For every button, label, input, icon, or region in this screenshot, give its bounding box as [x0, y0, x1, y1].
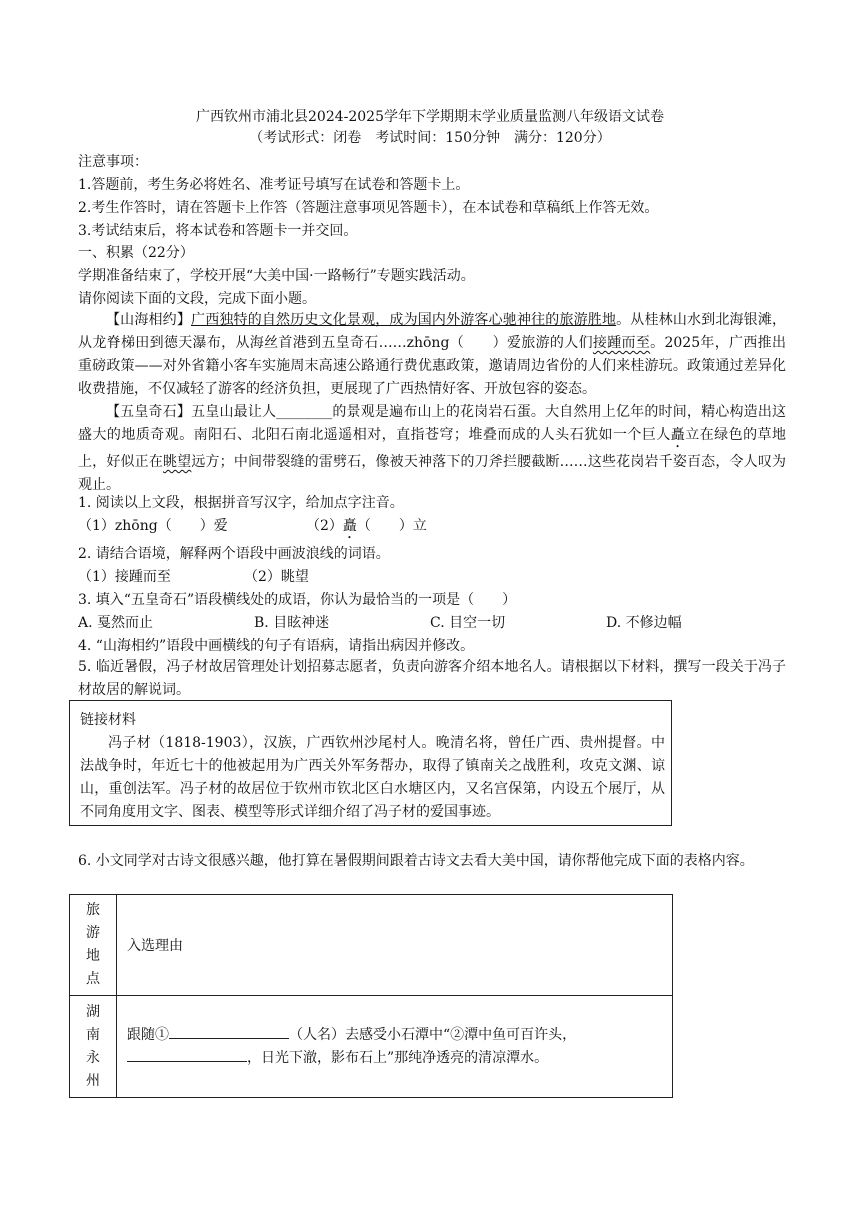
passage-text: 立在绿色的草地上，好似正在	[78, 427, 787, 470]
passage-tag: 【五皇奇石】	[106, 404, 192, 420]
q3-option-a: A. 戛然而止	[78, 615, 154, 631]
table-header-place: 旅游地点	[70, 895, 117, 996]
q2-stem: 2. 请结合语境，解释两个语段中画波浪线的词语。	[78, 546, 390, 562]
table-cell-reason: 跟随① （人名）去感受小石潭中“②潭中鱼可百许头， ，日光下澈，影布石上”那纯净透亮的清凉潭水。	[117, 996, 673, 1098]
table-row	[70, 996, 673, 1098]
notice-item-2: 2.考生作答时，请在答题卡上作答（答题注意事项见答题卡），在本试卷和草稿纸上作答无效。	[78, 200, 659, 216]
passage-text: 。从桂林山水到北海银滩，从龙脊梯田到德天瀑布，从海丝首港到五皇奇石……zhōng（ ）爱旅游的人们	[78, 312, 787, 351]
q1-item-a: （1）zhōng（ ）爱	[78, 518, 228, 534]
q3-option-c: C. 目空一切	[430, 615, 506, 631]
blank-poem-line[interactable]	[127, 1061, 247, 1062]
material-box	[69, 700, 672, 826]
q1-items	[78, 516, 783, 542]
passage-text: 远方；中间带裂缝的雷劈石，像被天神落下的刀斧拦腰截断……这些花岗岩千姿百态，令人叹为观止。	[78, 454, 787, 493]
passage-text: 。2025年，广西推出重磅政策——对外省籍小客车实施周末高速公路通行费优惠政策，邀请周边省份的人们来桂游玩。政策通过差异化收费措施，不仅减轻了游客的经济负担，更展现了广西热情好客、开放包容的姿态。	[78, 335, 786, 397]
notice-item-1: 1.答题前，考生务必将姓名、准考证号填写在试卷和答题卡上。	[78, 177, 470, 193]
wavy-word: 接踵而至	[592, 335, 651, 351]
q1-item-b: （2）矗（ ）立	[306, 518, 427, 534]
exam-subtitle: （考试形式：闭卷 考试时间：150分钟 满分：120分）	[249, 130, 611, 146]
dotted-char: 矗	[342, 518, 357, 534]
q2-item-b: （2）眺望	[244, 569, 309, 585]
section-intro-1: 学期准备结束了，学校开展“大美中国·一路畅行”专题实践活动。	[78, 268, 475, 284]
q5-stem: 5. 临近暑假，冯子材故居管理处计划招募志愿者，负责向游客介绍本地名人。请根据以下材料，撰写一段关于冯子材故居的解说词。	[78, 659, 786, 698]
wavy-word: 眺望	[163, 454, 192, 470]
exam-title: 广西钦州市浦北县2024-2025学年下学期期末学业质量监测八年级语文试卷	[196, 109, 664, 125]
notice-heading: 注意事项：	[78, 154, 148, 170]
passage-text: 五皇山最让人________的景观是遍布山上的花岗岩石蛋。大自然用上亿年的时间，精心构造出这盛大的地质奇观。南阳石、北阳石南北遥遥相对，直指苍穹；堆叠而成的人头石犹如一个巨人	[78, 404, 787, 443]
q1-stem: 1. 阅读以上文段，根据拼音写汉字，给加点字注音。	[78, 495, 404, 511]
material-box-text: 冯子材（1818-1903），汉族，广西钦州沙尾村人。晚清名将，曾任广西、贵州提督。中法战争时，年近七十的他被起用为广西关外军务帮办，取得了镇南关之战胜利，攻克文渊、谅山，重创法军。冯子材的故居位于钦州市钦北区白水塘区内，又名宫保第，内设五个展厅，从不同角度用文字、图表、模型等形式详细介绍了冯子材的爱国事迹。	[80, 735, 665, 820]
table-header-row	[70, 895, 673, 996]
passage-tag: 【山海相约】	[106, 312, 192, 328]
q2-items	[78, 567, 783, 587]
q2-item-a: （1）接踵而至	[78, 569, 171, 585]
q3-stem: 3. 填入“五皇奇石”语段横线处的成语，你认为最恰当的一项是（ ）	[78, 592, 517, 608]
q6-stem: 6. 小文同学对古诗文很感兴趣，他打算在暑假期间跟着古诗文去看大美中国，请你帮他完成下面的表格内容。	[78, 853, 754, 869]
q3-option-d: D. 不修边幅	[606, 615, 682, 631]
material-box-title: 链接材料	[80, 712, 136, 728]
table-cell-place: 湖南永州	[70, 996, 117, 1098]
passage-shanhai	[78, 309, 786, 401]
table-header-reason: 入选理由	[117, 895, 673, 996]
underlined-sentence: 广西独特的自然历史文化景观，成为国内外游客心驰神往的旅游胜地	[191, 312, 617, 328]
q3-option-b: B. 目眩神迷	[254, 615, 330, 631]
notice-item-3: 3.考试结束后，将本试卷和答题卡一并交回。	[78, 223, 358, 239]
blank-author[interactable]	[169, 1038, 289, 1039]
passage-wuhuang	[78, 401, 786, 497]
section-intro-2: 请你阅读下面的文段，完成下面小题。	[78, 291, 316, 307]
dotted-char: 矗	[670, 427, 686, 443]
section-heading: 一、积累（22分）	[78, 245, 194, 261]
q3-options	[78, 613, 783, 633]
q4-stem: 4. “山海相约”语段中画横线的句子有语病，请指出病因并修改。	[78, 638, 475, 654]
q6-table	[69, 894, 673, 1098]
